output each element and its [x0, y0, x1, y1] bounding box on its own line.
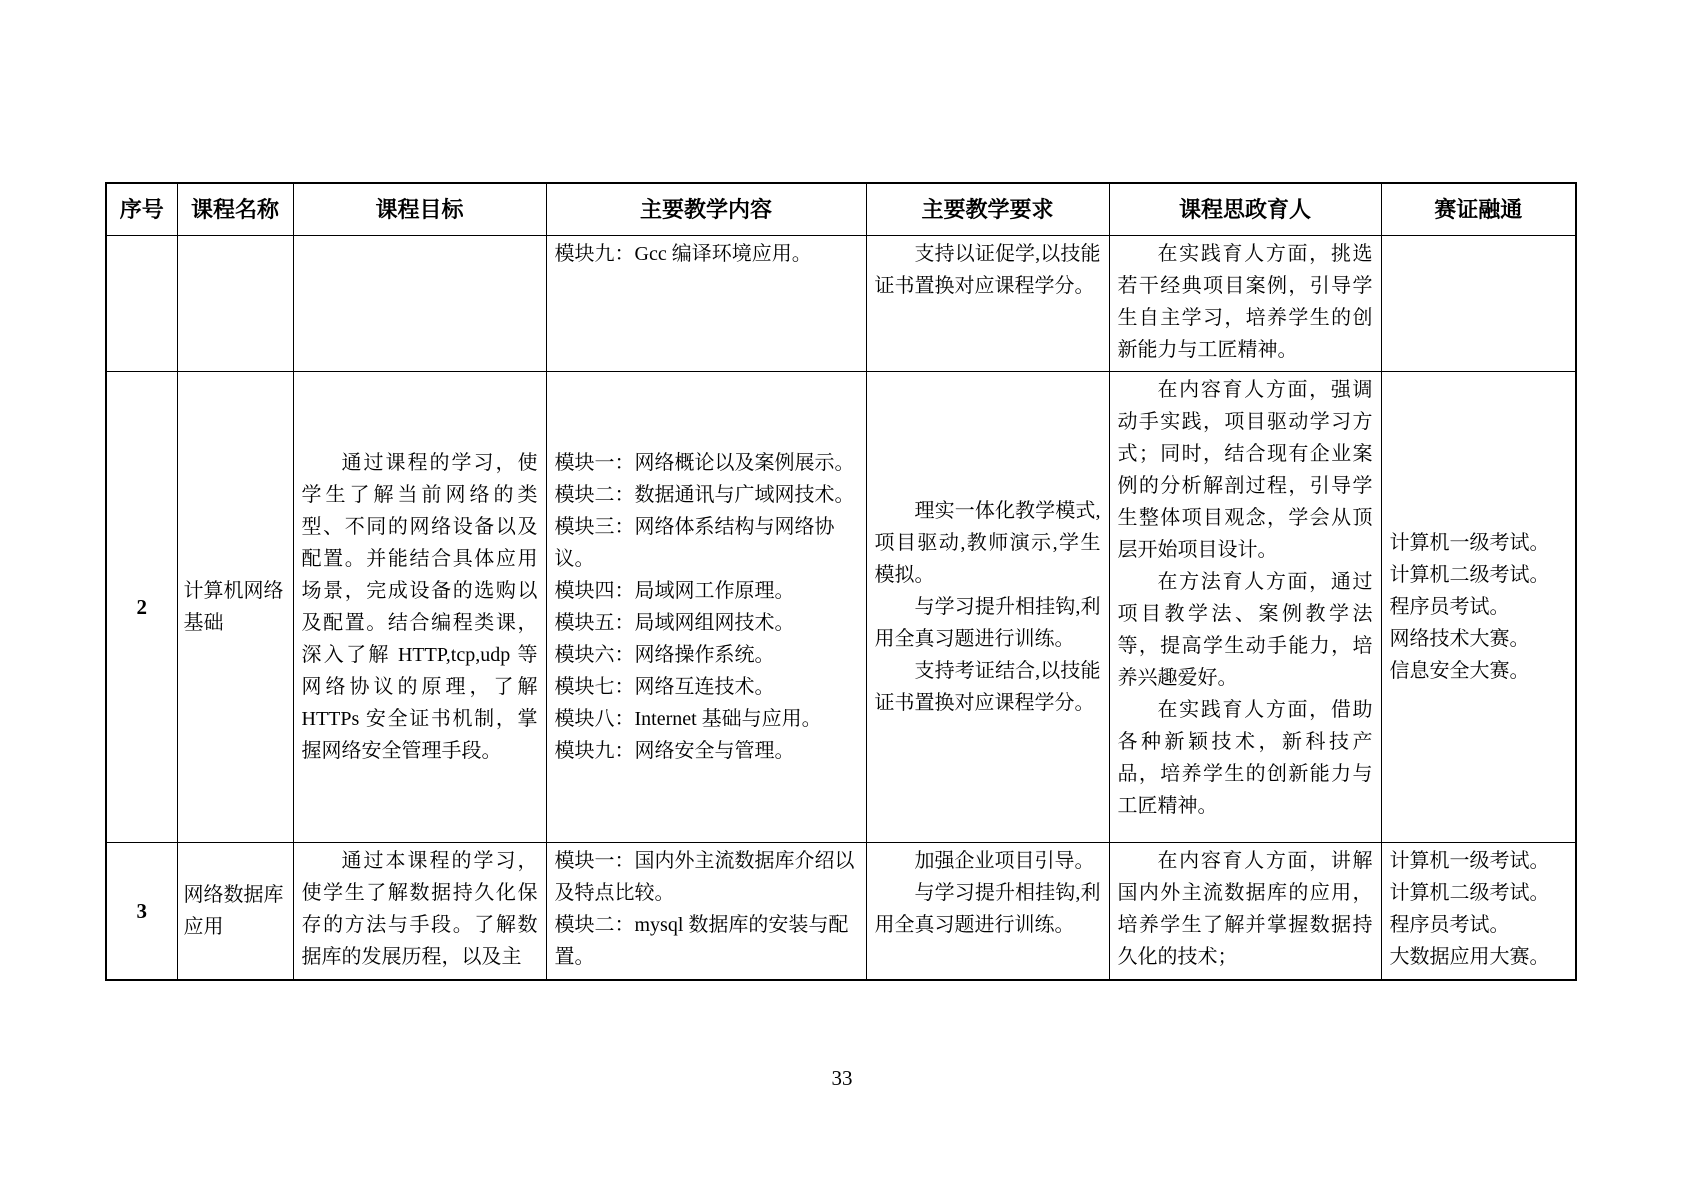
ideology-paragraph: 在内容育人方面，强调动手实践，项目驱动学习方式；同时，结合现有企业案例的分析解剖过程，引导学生整体项目观念，学会从顶层开始项目设计。: [1117, 379, 1373, 561]
requirement-paragraph: 与学习提升相挂钩,利用全真习题进行训练。: [874, 882, 1101, 936]
cell-ideology: [1109, 236, 1381, 372]
col-header-seq: 序号: [106, 183, 177, 236]
module-line: 模块一：网络概论以及案例展示。: [554, 452, 855, 474]
cell-content: [546, 372, 866, 843]
cell-course-name: 计算机网络基础: [177, 372, 293, 843]
table-row-continuation: [106, 236, 1576, 372]
module-line: 模块八：Internet 基础与应用。: [554, 708, 822, 730]
page-number: 33: [831, 1066, 853, 1090]
ideology-paragraph: 在内容育人方面，讲解国内外主流数据库的应用，培养学生了解并掌握数据持久化的技术；: [1117, 850, 1373, 968]
table-header-row: [106, 183, 1576, 236]
module-line: 模块九：Gcc 编译环境应用。: [554, 243, 812, 265]
cell-seq: 2: [106, 372, 177, 843]
cert-line: 计算机二级考试。: [1389, 564, 1550, 586]
ideology-paragraph: 在方法育人方面，通过项目教学法、案例教学法等，提高学生动手能力，培养兴趣爱好。: [1117, 571, 1373, 689]
module-line: 模块五：局域网组网技术。: [554, 612, 795, 634]
cell-objectives: [293, 372, 546, 843]
requirement-paragraph: 与学习提升相挂钩,利用全真习题进行训练。: [874, 596, 1101, 650]
cert-line: 大数据应用大赛。: [1389, 946, 1550, 968]
module-line: 模块九：网络安全与管理。: [554, 740, 795, 762]
requirement-paragraph: 支持以证促学,以技能证书置换对应课程学分。: [874, 243, 1101, 297]
cell-certs: [1381, 236, 1576, 372]
cert-line: 程序员考试。: [1389, 914, 1510, 936]
cell-certs: [1381, 372, 1576, 843]
col-header-certs: 赛证融通: [1381, 183, 1576, 236]
cell-certs: [1381, 843, 1576, 980]
cell-requirements: [866, 372, 1109, 843]
module-line: 模块一：国内外主流数据库介绍以及特点比较。: [554, 850, 855, 904]
col-header-course-name: 课程名称: [177, 183, 293, 236]
ideology-paragraph: 在实践育人方面，挑选若干经典项目案例，引导学生自主学习，培养学生的创新能力与工匠精神。: [1117, 243, 1373, 361]
col-header-ideology: 课程思政育人: [1109, 183, 1381, 236]
table-row-2: [106, 372, 1576, 843]
module-line: 模块七：网络互连技术。: [554, 676, 775, 698]
cert-line: 计算机二级考试。: [1389, 882, 1550, 904]
objective-paragraph: 通过本课程的学习，使学生了解数据持久化保存的方法与手段。了解数据库的发展历程，以及主: [301, 850, 538, 968]
cell-seq: [106, 236, 177, 372]
ideology-paragraph: 在实践育人方面，借助各种新颖技术，新科技产品，培养学生的创新能力与工匠精神。: [1117, 699, 1373, 817]
cert-line: 网络技术大赛。: [1389, 628, 1530, 650]
table-row-3: [106, 843, 1576, 980]
cert-line: 计算机一级考试。: [1389, 532, 1550, 554]
cert-line: 程序员考试。: [1389, 596, 1510, 618]
objective-paragraph: 通过课程的学习，使学生了解当前网络的类型、不同的网络设备以及配置。并能结合具体应用场景，完成设备的选购以及配置。结合编程类课，深入了解 HTTP,tcp,udp 等网络协议的原理，了解 HTTPs 安全证书机制，掌握网络安全管理手段。: [301, 452, 538, 762]
module-line: 模块六：网络操作系统。: [554, 644, 775, 666]
cell-requirements: [866, 843, 1109, 980]
cell-ideology: [1109, 843, 1381, 980]
cell-seq: 3: [106, 843, 177, 980]
module-line: 模块二：数据通讯与广域网技术。: [554, 484, 855, 506]
requirement-paragraph: 支持考证结合,以技能证书置换对应课程学分。: [874, 660, 1101, 714]
cell-ideology: [1109, 372, 1381, 843]
cell-objectives: [293, 843, 546, 980]
col-header-content: 主要教学内容: [546, 183, 866, 236]
cell-content: [546, 236, 866, 372]
cell-content: [546, 843, 866, 980]
module-line: 模块三：网络体系结构与网络协议。: [554, 516, 835, 570]
col-header-objectives: 课程目标: [293, 183, 546, 236]
col-header-requirements: 主要教学要求: [866, 183, 1109, 236]
module-line: 模块四：局域网工作原理。: [554, 580, 795, 602]
course-table: [105, 182, 1577, 981]
cell-course-name: 网络数据库应用: [177, 843, 293, 980]
cell-course-name: [177, 236, 293, 372]
cell-requirements: [866, 236, 1109, 372]
requirement-paragraph: 理实一体化教学模式,项目驱动,教师演示,学生模拟。: [874, 500, 1101, 586]
cert-line: 信息安全大赛。: [1389, 660, 1530, 682]
module-line: 模块二：mysql 数据库的安装与配置。: [554, 914, 849, 968]
requirement-paragraph: 加强企业项目引导。: [914, 850, 1095, 872]
cell-objectives: [293, 236, 546, 372]
cert-line: 计算机一级考试。: [1389, 850, 1550, 872]
